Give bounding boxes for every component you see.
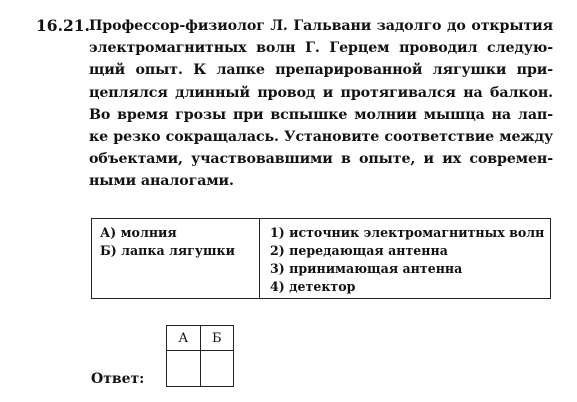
matching-objects-column <box>92 219 260 298</box>
matching-object-item: А) молния <box>100 225 177 240</box>
problem-text-line: электромагнитных волн Г. Герцем проводил следую- <box>89 40 553 57</box>
answer-header-b: Б <box>200 326 234 351</box>
problem-text-line: Профессор-физиолог Л. Гальвани задолго до открытия <box>89 18 553 34</box>
problem-text-line: цеплялся длинный провод и протягивался на балкон. <box>89 84 553 101</box>
matching-analog-item: 2) передающая антенна <box>270 243 448 258</box>
matching-analog-item: 3) принимающая антенна <box>270 261 463 276</box>
matching-analogs-column <box>260 219 550 298</box>
answer-header-a: А <box>167 326 201 351</box>
problem-text-line: Во время грозы при вспышке молнии мышца на лап- <box>89 106 553 123</box>
problem-text-line: щий опыт. К лапке препарированной лягушки при- <box>89 62 553 79</box>
matching-analog-item: 1) источник электромагнитных волн <box>270 225 545 240</box>
problem-text <box>89 15 553 193</box>
problem-number: 16.21. <box>36 16 90 35</box>
problem-text-line: объектами, участвовавшими в опыте, и их современ- <box>89 151 553 168</box>
answer-cell-a[interactable] <box>167 351 201 387</box>
matching-object-item: Б) лапка лягушки <box>100 243 235 258</box>
matching-analog-item: 4) детектор <box>270 279 356 294</box>
answer-label: Ответ: <box>91 371 145 387</box>
answer-cell-b[interactable] <box>200 351 234 387</box>
problem-text-line: ными аналогами. <box>89 173 234 190</box>
answer-grid <box>166 325 234 387</box>
matching-table <box>91 218 551 299</box>
problem-text-line: ке резко сокращалась. Установите соответствие между <box>89 129 553 146</box>
